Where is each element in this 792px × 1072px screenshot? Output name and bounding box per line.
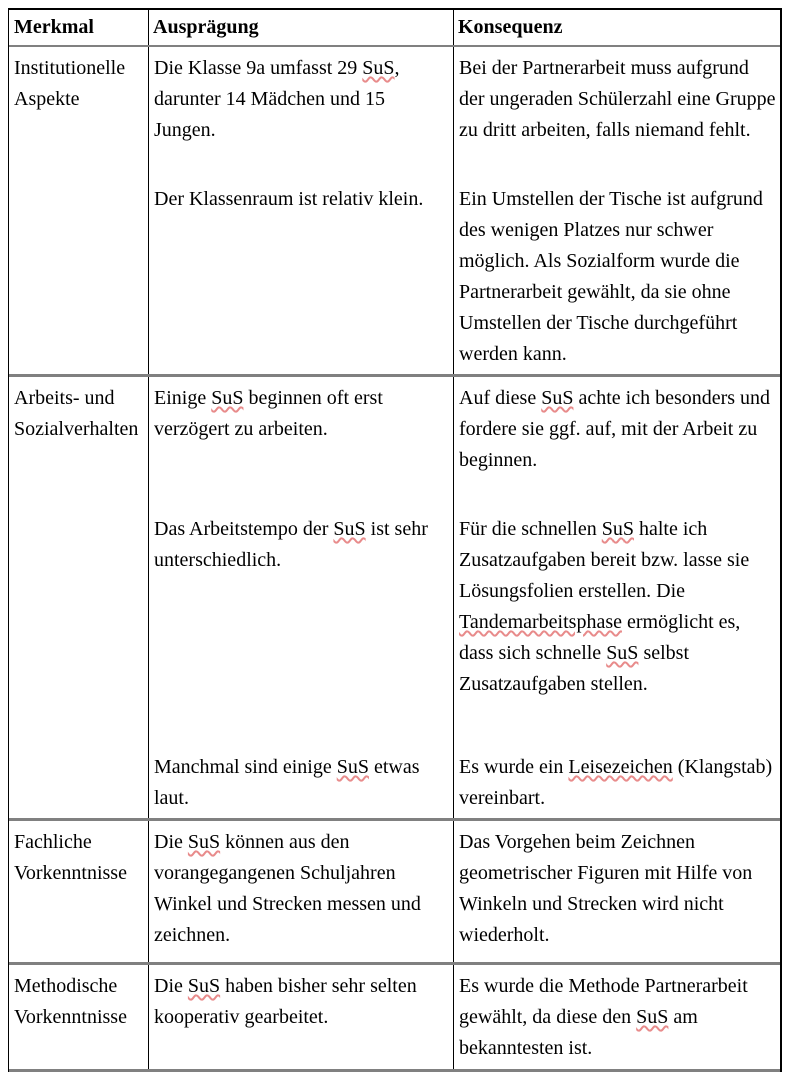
header-row [9, 10, 780, 47]
spellcheck-squiggle-word: SuS [636, 1006, 669, 1028]
column-divider [148, 47, 149, 374]
text-segment: Die [154, 831, 188, 853]
text-segment: Für die schnellen [459, 518, 602, 540]
konsequenz-paragraph [453, 184, 780, 370]
text-segment: beginnen oft erst verzögert zu arbeiten. [154, 387, 383, 440]
lesson-conditions-table [8, 8, 782, 1072]
text-segment: (Klangstab) vereinbart. [459, 756, 773, 809]
merkmal-cell: Methodische Vorkenntnisse [14, 975, 127, 1028]
spellcheck-squiggle-word: SuS [336, 756, 369, 778]
auspraegung-paragraph [148, 514, 453, 700]
text-segment: am bekanntesten ist. [459, 1006, 698, 1059]
text-segment: achte ich besonders und fordere sie ggf. auf, mit der Arbeit zu beginnen. [459, 387, 771, 471]
auspraegung-paragraph [148, 827, 453, 951]
spellcheck-squiggle-word: Tandemarbeitsphase [459, 611, 622, 633]
text-segment: Das Vorgehen beim Zeichnen geometrischer Figuren mit Hilfe von Winkeln und Strecken wird nicht wiederholt. [459, 831, 753, 946]
konsequenz-paragraph [453, 514, 780, 700]
column-divider [453, 821, 454, 962]
text-segment: selbst Zusatzaufgaben stellen. [459, 642, 689, 695]
column-divider [148, 965, 149, 1069]
column-divider [148, 10, 149, 45]
spellcheck-squiggle-word: SuS [211, 387, 244, 409]
text-segment: ermöglicht es, dass sich schnelle [459, 611, 741, 664]
spellcheck-squiggle-word: SuS [606, 642, 639, 664]
text-segment: haben bisher sehr selten kooperativ gearbeitet. [154, 975, 417, 1028]
text-segment: können aus den vorangegangenen Schuljahren Winkel und Strecken messen und zeichnen. [154, 831, 421, 946]
text-segment: , darunter 14 Mädchen und 15 Jungen. [154, 57, 400, 141]
konsequenz-paragraph [453, 971, 780, 1064]
column-divider [453, 965, 454, 1069]
text-segment: Es wurde ein [459, 756, 569, 778]
text-segment: etwas laut. [154, 756, 420, 809]
text-segment: Bei der Partnerarbeit muss aufgrund der ungeraden Schülerzahl eine Gruppe zu dritt arbeiten, falls niemand fehlt. [459, 57, 776, 141]
column-divider [148, 377, 149, 818]
spellcheck-squiggle-word: SuS [187, 975, 221, 997]
konsequenz-paragraph [453, 53, 780, 146]
header-cell-konsequenz: Konsequenz [458, 16, 563, 38]
auspraegung-paragraph [148, 752, 453, 814]
column-divider [148, 821, 149, 962]
text-segment: Der Klassenraum ist relativ klein. [154, 188, 424, 210]
table-row-arbeits-und-sozialverhalten [9, 377, 780, 821]
table-row-methodische-vorkenntnisse [9, 965, 780, 1072]
header-cell-auspraegung: Ausprägung [153, 16, 259, 38]
text-segment: Es wurde die Methode Partnerarbeit gewählt, da diese den [459, 975, 748, 1028]
text-segment: Die [154, 975, 188, 997]
text-segment: Auf diese [459, 387, 542, 409]
text-segment: ist sehr unterschiedlich. [154, 518, 428, 571]
auspraegung-paragraph [148, 53, 453, 146]
column-divider [453, 10, 454, 45]
text-segment: Manchmal sind einige [154, 756, 337, 778]
column-divider [453, 377, 454, 818]
merkmal-cell: Fachliche Vorkenntnisse [14, 831, 127, 884]
text-segment: halte ich Zusatzaufgaben bereit bzw. lasse sie Lösungsfolien erstellen. Die [459, 518, 750, 602]
table-row-fachliche-vorkenntnisse [9, 821, 780, 965]
text-segment: Ein Umstellen der Tische ist aufgrund des wenigen Platzes nur schwer möglich. Als Sozialform wurde die Partnerarbeit gewählt, da sie ohne Umstellen der Tische durchgeführt werden kann. [459, 188, 763, 365]
spellcheck-squiggle-word: SuS [187, 831, 221, 853]
column-divider [453, 47, 454, 374]
spellcheck-squiggle-word: SuS [601, 518, 634, 540]
spellcheck-squiggle-word: Leisezeichen [568, 756, 673, 778]
konsequenz-paragraph [453, 383, 780, 476]
spellcheck-squiggle-word: SuS [333, 518, 366, 540]
table-row-institutionelle-aspekte [9, 47, 780, 377]
auspraegung-paragraph [148, 184, 453, 370]
header-cell-merkmal: Merkmal [14, 16, 94, 38]
auspraegung-paragraph [148, 383, 453, 476]
text-segment: Einige [154, 387, 212, 409]
spellcheck-squiggle-word: SuS [541, 387, 574, 409]
konsequenz-paragraph [453, 752, 780, 814]
merkmal-cell: Arbeits- und Sozialverhalten [14, 387, 139, 440]
konsequenz-paragraph [453, 827, 780, 951]
auspraegung-paragraph [148, 971, 453, 1064]
text-segment: Das Arbeitstempo der [154, 518, 334, 540]
merkmal-cell: Institutionelle Aspekte [14, 57, 126, 110]
spellcheck-squiggle-word: SuS [362, 57, 395, 79]
text-segment: Die Klasse 9a umfasst 29 [154, 57, 363, 79]
